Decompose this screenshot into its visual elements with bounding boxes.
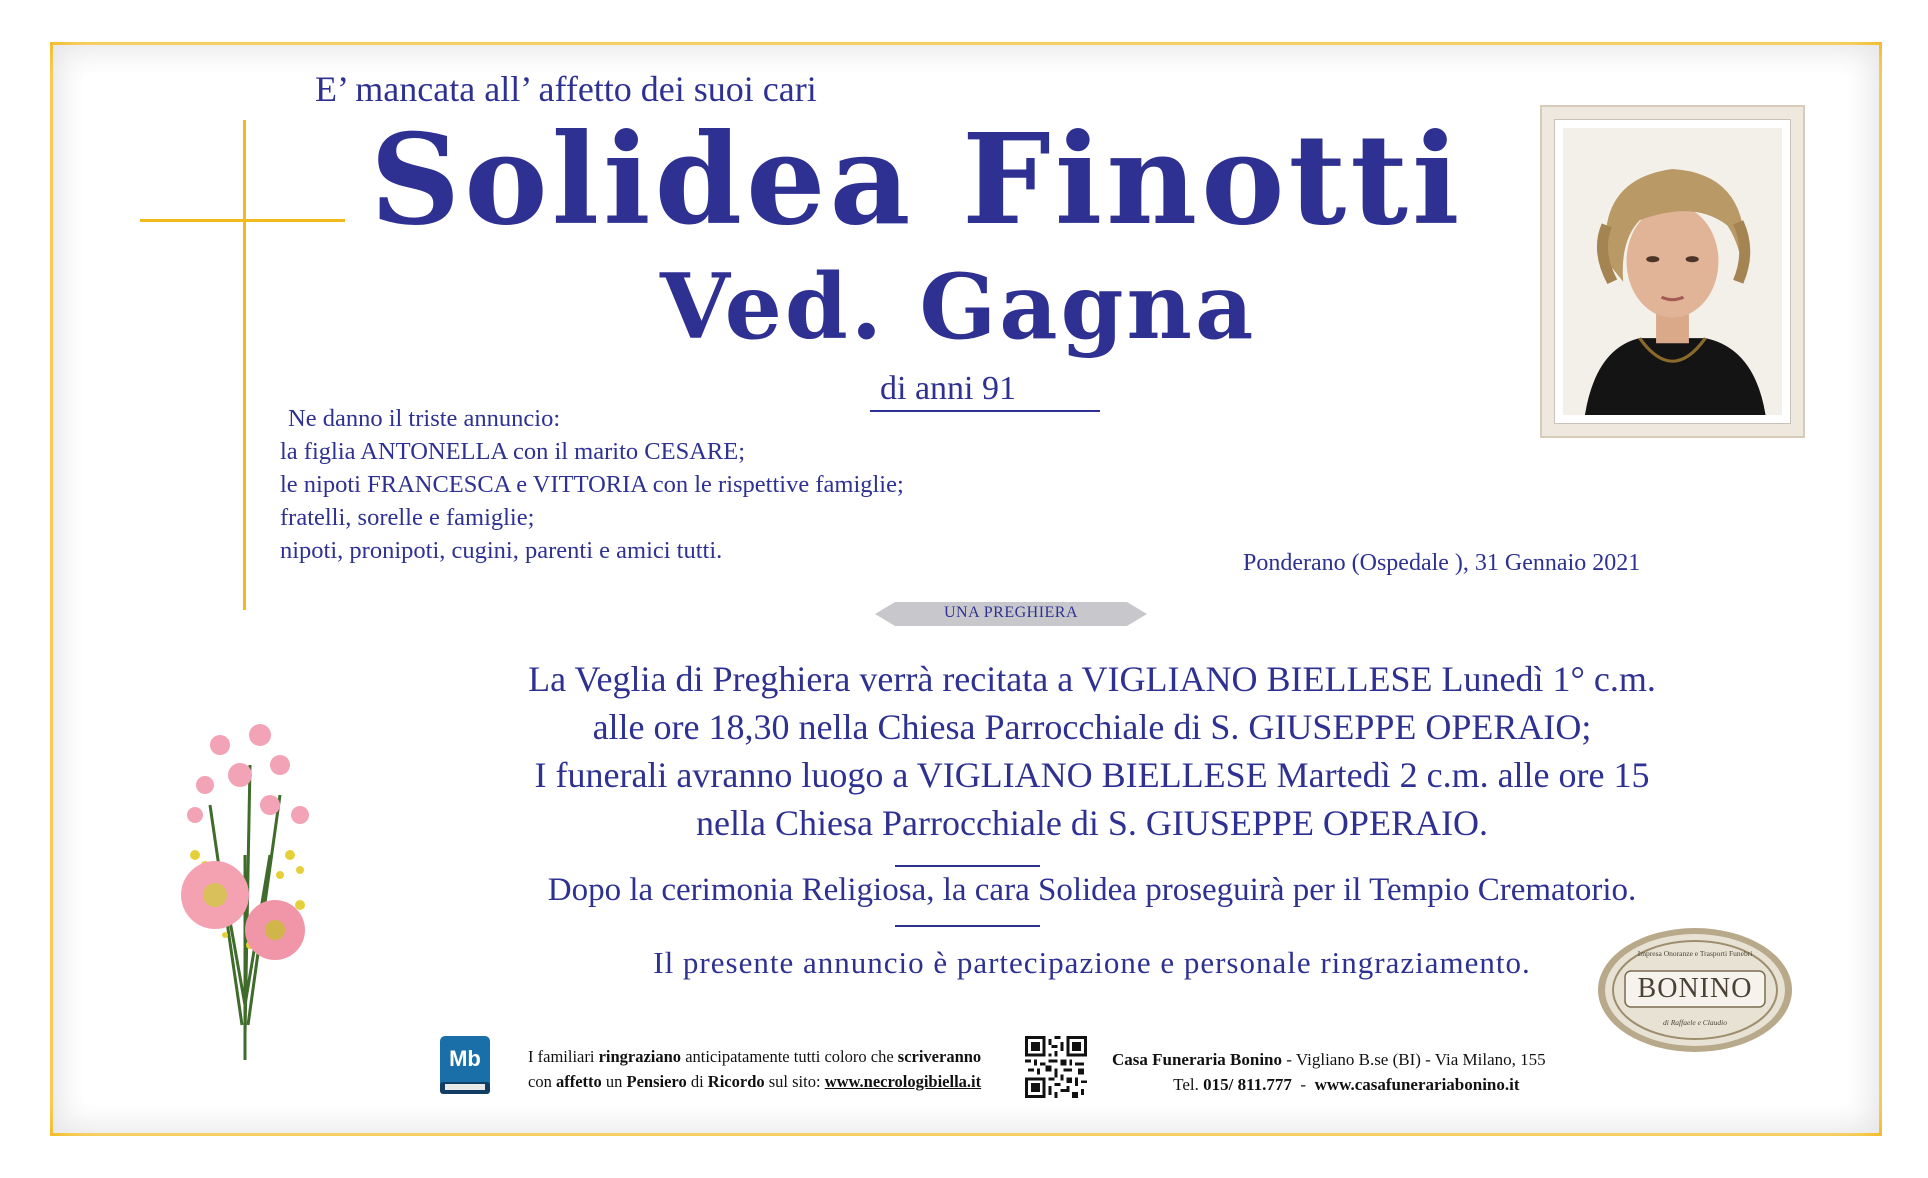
logo-name: BONINO xyxy=(1637,973,1753,1004)
portrait-photo xyxy=(1563,128,1782,415)
service-line: alle ore 18,30 nella Chiesa Parrocchiale di S. GIUSEPPE OPERAIO; xyxy=(592,707,1592,747)
bonino-logo xyxy=(1595,925,1795,1055)
footer-text: un xyxy=(601,1072,627,1091)
footer-text-bold: scriveranno xyxy=(897,1047,982,1066)
announcement-line: nipoti, pronipoti, cugini, parenti e amici tutti. xyxy=(280,537,723,564)
logo-top-text: Impresa Onoranze e Trasporti Funebri xyxy=(1637,949,1753,958)
footer-separator: - xyxy=(1291,1075,1315,1094)
funeral-home-website[interactable]: www.casafunerariabonino.it xyxy=(1314,1075,1520,1094)
qr-code-icon xyxy=(1025,1036,1087,1098)
footer-text-bold: ringraziano xyxy=(598,1047,682,1066)
separator-line xyxy=(895,865,1040,867)
service-line: nella Chiesa Parrocchiale di S. GIUSEPPE OPERAIO. xyxy=(696,803,1488,843)
flower-bouquet-icon xyxy=(150,705,340,1060)
footer-thanks-text xyxy=(528,1044,981,1094)
footer-text: di xyxy=(686,1072,708,1091)
portrait-mat xyxy=(1554,119,1791,424)
service-line: La Veglia di Preghiera verrà recitata a VIGLIANO BIELLESE Lunedì 1° c.m. xyxy=(528,659,1656,699)
prayer-badge-label: UNA PREGHIERA xyxy=(943,604,1079,621)
announcement-block xyxy=(280,402,904,567)
footer-text: con xyxy=(528,1072,556,1091)
widow-surname: Ved. Gagna xyxy=(660,254,1257,360)
announcement-line: Ne danno il triste annuncio: xyxy=(288,405,561,432)
logo-bottom-text: di Raffaele e Claudio xyxy=(1663,1018,1727,1027)
footer-text: anticipatamente tutti coloro che xyxy=(681,1047,898,1066)
thanks-note: Il presente annuncio è partecipazione e personale ringraziamento. xyxy=(653,945,1531,980)
separator-line xyxy=(895,925,1040,927)
announcement-line: la figlia ANTONELLA con il marito CESARE; xyxy=(280,438,745,465)
announcement-line: fratelli, sorelle e famiglie; xyxy=(280,504,535,531)
tel-label: Tel. xyxy=(1173,1075,1204,1094)
service-line: I funerali avranno luogo a VIGLIANO BIELLESE Martedì 2 c.m. alle ore 15 xyxy=(534,755,1650,795)
footer-text-bold: Ricordo xyxy=(707,1072,765,1091)
cross-horizontal-line xyxy=(140,219,345,222)
footer-text-bold: Pensiero xyxy=(626,1072,687,1091)
place-date: Ponderano (Ospedale ), 31 Gennaio 2021 xyxy=(1243,550,1641,576)
cremation-note: Dopo la cerimonia Religiosa, la cara Solidea proseguirà per il Tempio Crematorio. xyxy=(547,872,1637,908)
announcement-line: le nipoti FRANCESCA e VITTORIA con le rispettive famiglie; xyxy=(280,471,904,498)
cross-vertical-line xyxy=(243,120,246,610)
funeral-home-info xyxy=(1112,1047,1546,1097)
mb-icon-label: Mb xyxy=(449,1046,481,1071)
footer-text-bold: affetto xyxy=(555,1072,602,1091)
funeral-home-address: - Vigliano B.se (BI) - Via Milano, 155 xyxy=(1282,1050,1546,1069)
portrait-frame xyxy=(1540,105,1805,438)
age-underline xyxy=(870,410,1100,412)
deceased-name: Solidea Finotti xyxy=(370,107,1464,253)
footer-text: I familiari xyxy=(528,1047,599,1066)
intro-text: E’ mancata all’ affetto dei suoi cari xyxy=(315,69,817,109)
funeral-home-name: Casa Funeraria Bonino xyxy=(1112,1050,1283,1069)
footer-text: sul sito: xyxy=(764,1072,825,1091)
phone-number: 015/ 811.777 xyxy=(1203,1075,1292,1094)
service-details xyxy=(372,655,1812,847)
necrologi-link[interactable]: www.necrologibiella.it xyxy=(824,1072,982,1091)
necrologi-mb-icon xyxy=(436,1034,494,1098)
age-text: di anni 91 xyxy=(880,370,1016,407)
